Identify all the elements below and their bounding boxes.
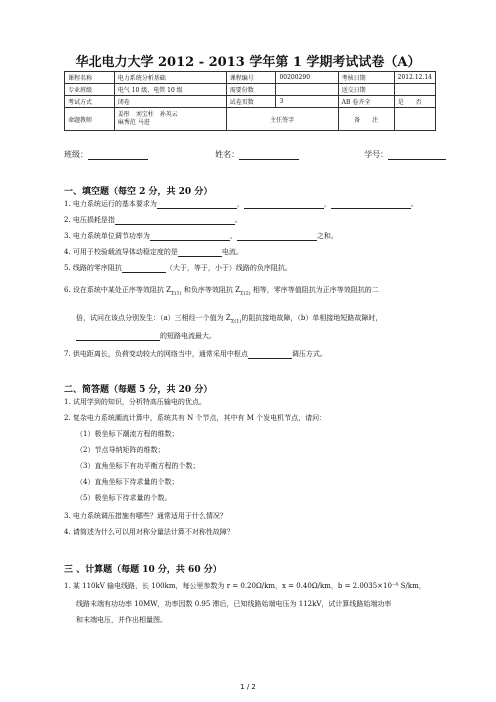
question-text: 7. 供电距离长，负荷变动较大的网络当中，通常采用中枢点	[64, 350, 248, 358]
cell-value: 电气 10 级、电管 10 级	[114, 84, 226, 96]
sub-question: （3）直角坐标下有功平衡方程的个数；	[76, 462, 200, 470]
cell-label: 考试方式	[65, 96, 115, 108]
question: 1. 试用学到的知识，分析特高压输电的优点。	[64, 398, 206, 406]
cell-value: 闭卷	[114, 96, 226, 108]
question: 1. 电力系统运行的基本要求为 ， ， 。	[64, 200, 418, 208]
question: 3. 电力系统调压措施有哪些？通常适用于什么情况？	[64, 512, 227, 520]
cell-value: 电力系统分析基础	[114, 72, 226, 84]
cell-label: 备 注	[338, 108, 394, 131]
question-text: 的阻抗接地故障，（b）单相接地短路故障时，	[241, 314, 383, 322]
question-text: 1. 电力系统运行的基本要求为	[64, 200, 157, 208]
answer-blank[interactable]	[157, 201, 237, 209]
answer-blank[interactable]	[178, 249, 222, 257]
name-blank[interactable]	[239, 151, 299, 160]
question-text: 的短路电流最大。	[160, 332, 216, 340]
cell-value: 是 否	[394, 96, 435, 108]
section-heading: 一、填空题（每空 2 分，共 20 分）	[64, 187, 213, 197]
answer-blank[interactable]	[248, 351, 292, 359]
cell-label: 送交日期	[338, 84, 394, 96]
cell-label: 课程名称	[65, 72, 115, 84]
cell-label: 主任签字	[226, 108, 338, 131]
subscript: Σ(1)	[230, 318, 242, 325]
question-text: 调压方式。	[291, 350, 327, 358]
question-text: 倍，试问在该点分别发生：（a）三相经一个值为 Z	[76, 314, 231, 322]
answer-blank[interactable]	[331, 201, 411, 209]
subscript: Σ(1)	[171, 290, 182, 297]
question-continued	[64, 332, 444, 341]
question	[64, 284, 444, 299]
sub-question: （4）直角坐标下待求量的个数；	[76, 478, 179, 486]
table-row	[65, 96, 436, 108]
answer-blank[interactable]	[150, 233, 230, 241]
name-label: 姓名：	[215, 150, 240, 159]
question	[64, 248, 444, 257]
question-text: 相等，零序等值阻抗为正序等效阻抗的二	[252, 286, 379, 294]
question-continued	[64, 312, 444, 327]
cell-value: 00200290	[276, 72, 338, 84]
cell-value	[394, 84, 435, 96]
question-text: 6. 设在系统中某处正序等效阻抗 Z	[64, 286, 171, 294]
question-text: 之和。	[316, 232, 338, 240]
cell-value	[276, 84, 338, 96]
answer-blank[interactable]	[115, 217, 235, 225]
page-number: 1 / 2	[240, 683, 256, 691]
table-row	[65, 84, 436, 96]
question-text: 2. 电压损耗是指	[64, 216, 115, 224]
id-label: 学号：	[364, 150, 389, 159]
section-heading: 二、简答题（每题 5 分，共 20 分）	[64, 385, 213, 395]
answer-blank[interactable]	[237, 233, 317, 241]
answer-blank[interactable]	[76, 333, 160, 341]
exam-title: 华北电力大学 2012 - 2013 学年第 1 学期考试试卷（A）	[75, 55, 421, 70]
sub-question: （5）极坐标下待求量的个数。	[76, 494, 172, 502]
cell-label: 需要份数	[226, 84, 276, 96]
cell-label: 课程编号	[226, 72, 276, 84]
cell-value	[394, 108, 435, 131]
cell-label: AB 卷齐全	[338, 96, 394, 108]
question-text: 电流。	[221, 248, 243, 256]
cell-value: 2012.12.14	[394, 72, 435, 84]
sub-question: （1）极坐标下潮流方程的维数；	[76, 430, 179, 438]
question: 3. 电力系统单位调节功率为 、 之和。	[64, 232, 338, 240]
question: 2. 复杂电力系统潮流计算中，系统共有 N 个节点，其中有 M 个发电机节点，请问：	[64, 414, 327, 422]
class-label: 班级：	[64, 150, 88, 159]
exam-info-table	[64, 71, 436, 131]
question-text: 4. 可用于校验载流导体动稳定度的是	[64, 248, 178, 256]
id-blank[interactable]	[388, 151, 446, 160]
question-continued: 和末端电压，并作出相量图。	[76, 616, 167, 624]
question-text: 3. 电力系统单位调节功率为	[64, 232, 150, 240]
question-text: 和负序等效阻抗 Z	[183, 286, 240, 294]
question	[64, 264, 444, 273]
section-heading: 三 、计算题（每题 10 分，共 60 分）	[64, 565, 222, 575]
question-continued: 线路末端有功功率 10MW，功率因数 0.95 滞后，已知线路始端电压为 112kV，试计算线路始端功率	[76, 600, 392, 608]
answer-blank[interactable]	[122, 265, 166, 273]
question: 1. 某 110kV 输电线路，长 100km，每公里参数为 r = 0.20Ω/km，x = 0.40Ω/km，b = 2.0035×10⁻⁶ S/km，	[64, 582, 426, 590]
answer-blank[interactable]	[244, 201, 324, 209]
question	[64, 350, 444, 359]
question: 2. 电压损耗是指 。	[64, 216, 242, 224]
student-info	[64, 149, 448, 160]
table-row	[65, 108, 436, 131]
cell-label: 专业班级	[65, 84, 115, 96]
cell-label: 命题教师	[65, 108, 115, 131]
class-blank[interactable]	[88, 151, 148, 160]
question: 4. 请简述为什么可以用对称分量法计算不对称性故障？	[64, 528, 234, 536]
question-text: （大于，等于，小于）线路的负序阻抗。	[165, 264, 292, 272]
subscript: Σ(2)	[239, 290, 251, 297]
cell-label: 试卷页数	[226, 96, 276, 108]
sub-question: （2）节点导纳矩阵的维数；	[76, 446, 165, 454]
cell-value: 3	[276, 96, 338, 108]
table-row	[65, 72, 436, 84]
question-text: 5. 线路的零序阻抗	[64, 264, 122, 272]
cell-label: 考核日期	[338, 72, 394, 84]
cell-value: 姜彤 刘宝柱 孙英云 麻秀范 马进	[114, 108, 226, 131]
